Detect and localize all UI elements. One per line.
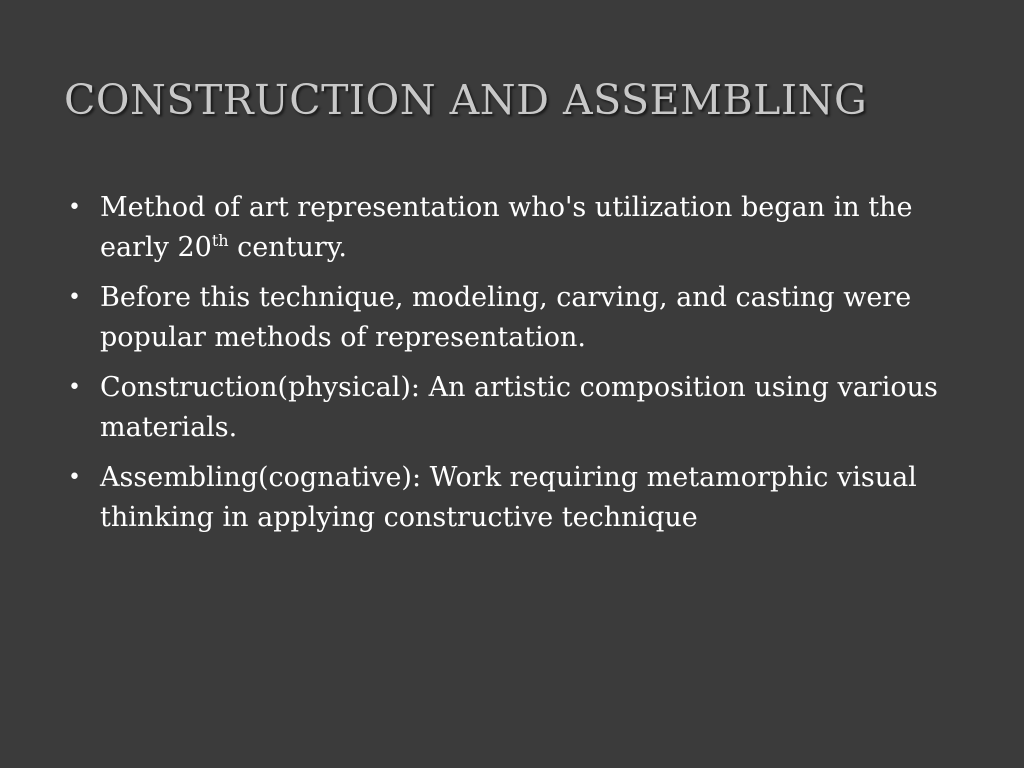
- bullet-text-tail: century.: [228, 232, 348, 263]
- bullet-item: [68, 458, 968, 538]
- bullet-mark: •: [68, 285, 81, 310]
- bullet-text-main: Method of art representation who's utilization began in the early 20: [100, 192, 913, 263]
- bullet-text: Assembling(cognative): Work requiring metamorphic visual thinking in applying constructive technique: [100, 462, 917, 533]
- bullet-mark: •: [68, 375, 81, 400]
- bullet-item: [68, 368, 968, 448]
- bullet-text: [100, 192, 912, 263]
- bullet-item: [68, 188, 968, 268]
- bullet-text: Construction(physical): An artistic composition using various materials.: [100, 372, 938, 443]
- slide-title: CONSTRUCTION AND ASSEMBLING: [64, 76, 868, 124]
- bullet-mark: •: [68, 465, 81, 490]
- bullet-text: Before this technique, modeling, carving, and casting were popular methods of representation.: [100, 282, 912, 353]
- bullet-mark: •: [68, 195, 81, 220]
- bullet-item: [68, 278, 968, 358]
- bullet-text-superscript: th: [211, 231, 229, 250]
- bullet-list: [68, 188, 968, 548]
